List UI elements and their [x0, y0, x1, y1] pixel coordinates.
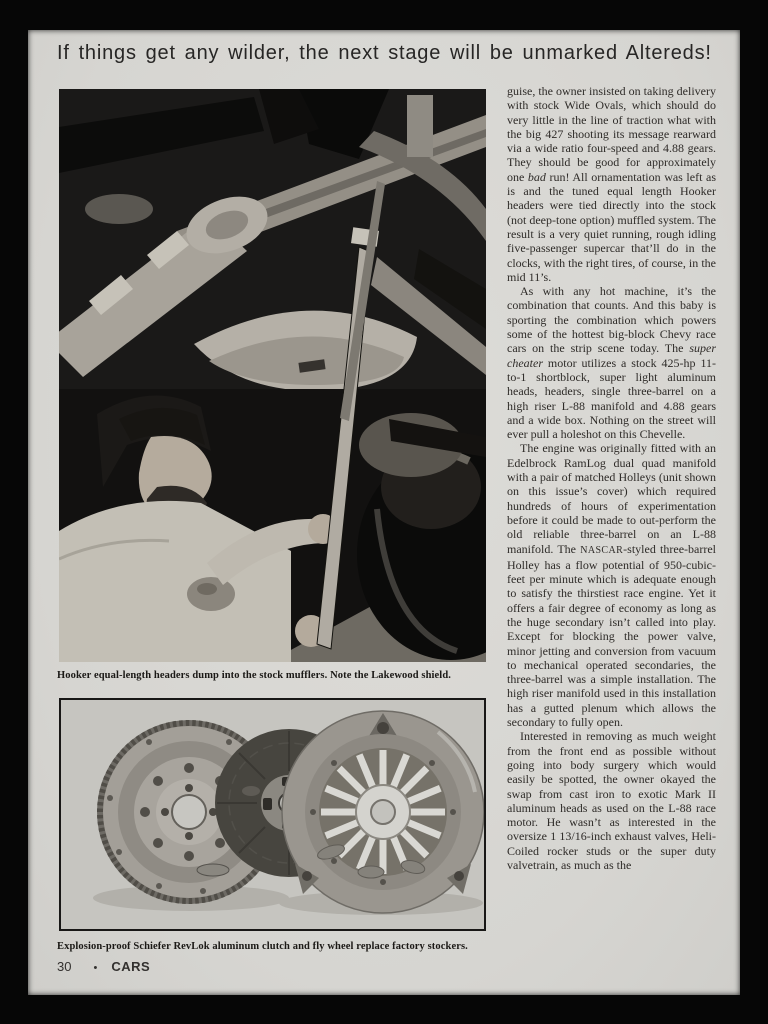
magazine-page	[28, 30, 740, 995]
pressure-plate	[282, 711, 484, 913]
photo1-caption: Hooker equal-length headers dump into the stock mufflers. Note the Lakewood shield.	[57, 670, 451, 681]
article-paragraph: guise, the owner insisted on taking delivery with stock Wide Ovals, which should do very little in the line of traction what with the big 427 shooting its message rearward via a wide ratio four-speed and 4.88 gears. They should be good for approximately one bad run! All ornamentation was left as is and the tuned equal length Hooker headers were tied directly into the stock (not deep-tone option) muffled system. The result is a very quiet running, rough idling five-passenger supercar that’ll do in the clocks, with the right tires, of course, in the mid 11’s.	[507, 84, 716, 284]
page-number: 30	[57, 959, 72, 974]
clutch-photo-image	[61, 700, 484, 925]
headline: If things get any wilder, the next stage will be unmarked Altereds!	[57, 42, 712, 64]
clutch-photo-frame	[59, 698, 486, 931]
footer-bullet: •	[93, 962, 98, 974]
undercar-photo	[59, 89, 486, 662]
magazine-name: CARS	[111, 959, 151, 974]
article-column	[507, 84, 716, 966]
photo2-caption: Explosion-proof Schiefer RevLok aluminum clutch and fly wheel replace factory stockers.	[57, 941, 468, 952]
undercar-photo-image	[59, 89, 486, 662]
article-paragraph: Interested in removing as much weight from the front end as possible without going into body surgery which would easily be spotted, the owner okayed the swap from cast iron to exotic Mark II aluminum heads as used on the L-88 race motor. He wasn’t as interested in the oversize 1 13/16-inch exhaust valves, Heli-Coiled rocker studs or the super duty valvetrain, as much as the	[507, 729, 716, 873]
chassis-and-pipes	[59, 89, 486, 419]
page-footer	[57, 959, 150, 974]
article-paragraph: The engine was originally fitted with an Edelbrock RamLog dual quad manifold with a pair of matched Holleys (unit shown on this issue’s cover) which required hundreds of hours of experimentation before it could be made to out-perform the old reliable three-barrel on an L-88 manifold. The NASCAR-styled three-barrel Holley has a flow potential of 950-cubic-feet per minute which is adequate enough to satisfy the thirstiest race engine. Yet it offers a fair degree of economy as long as the huge secondary isn’t called into play. Except for blocking the power valve, minor jetting and conversion from vacuum to mechanical operated secondaries, the three-barrel was a simple installation. The high riser manifold used in this installation has a gutted plenum which allows the secondary to fully open.	[507, 441, 716, 730]
article-paragraph: As with any hot machine, it’s the combination that counts. And this baby is sporting the combination which powers some of the hottest big-block Chevy race cars on the strip scene today. The super cheater motor utilizes a stock 425-hp 11-to-1 shortblock, super light aluminum heads, headers, single three-barrel on a high riser L-88 manifold and 4.88 gears and a wide box. Nothing on the street will ever pull a holeshot on this Chevelle.	[507, 284, 716, 442]
